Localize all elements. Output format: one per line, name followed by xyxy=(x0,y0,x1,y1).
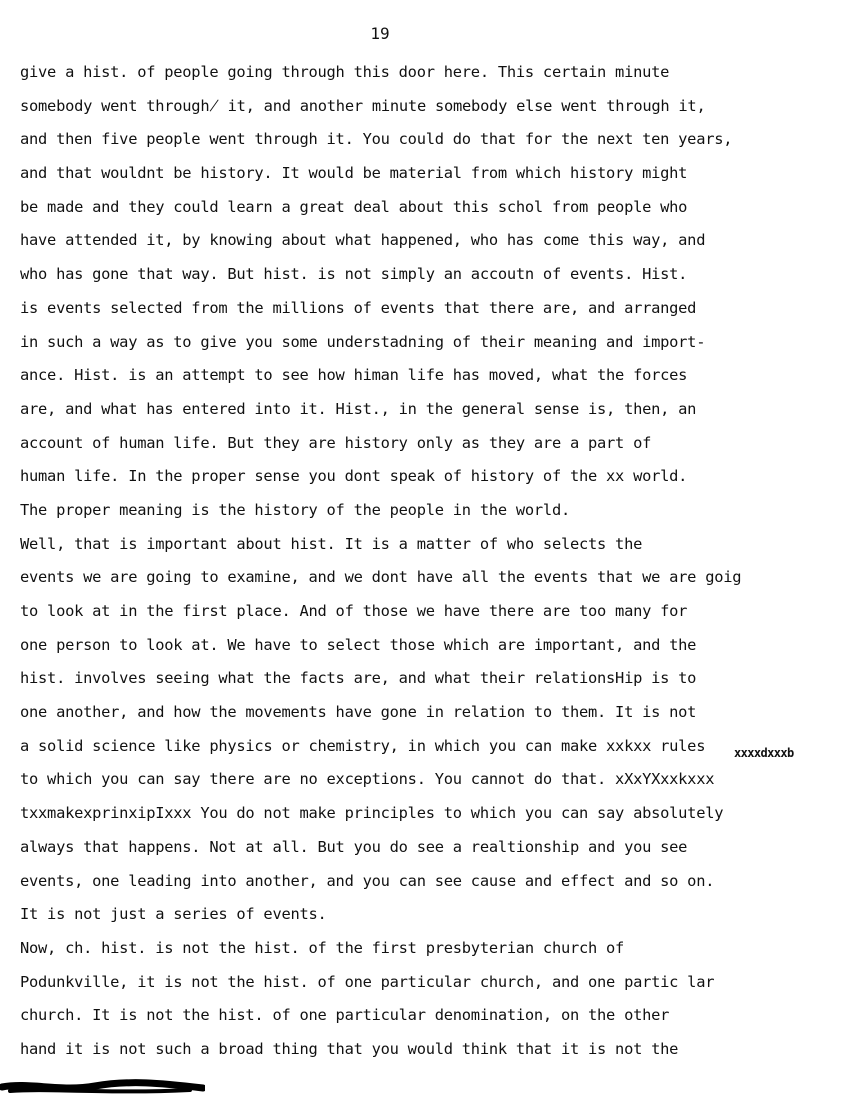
text-line: hand it is not such a broad thing that you would think that it is not the xyxy=(20,1039,679,1058)
text-line: church. It is not the hist. of one particular denomination, on the other xyxy=(20,1006,670,1025)
text-line: somebody went through̸ it, and another minute somebody else went through it, xyxy=(20,96,706,115)
text-line: hist. involves seeing what the facts are, and what their relationsHip is to xyxy=(20,669,697,688)
text-line: are, and what has entered into it. Hist., in the general sense is, then, an xyxy=(20,399,697,418)
text-line: Well, that is important about hist. It is a matter of who selects the xyxy=(20,534,643,553)
text-line: It is not just a series of events. xyxy=(20,905,327,924)
redacted-scribble xyxy=(0,1078,205,1096)
document-body xyxy=(20,56,835,1067)
text-line: events, one leading into another, and you can see cause and effect and so on. xyxy=(20,871,715,890)
text-line: one another, and how the movements have gone in relation to them. It is not xyxy=(20,703,697,722)
text-line: have attended it, by knowing about what happened, who has come this way, and xyxy=(20,231,706,250)
text-line: is events selected from the millions of events that there are, and arranged xyxy=(20,298,697,317)
page-number: 19 xyxy=(370,24,390,43)
text-line: The proper meaning is the history of the people in the world. xyxy=(20,500,570,519)
text-line: and that wouldnt be history. It would be material from which history might xyxy=(20,164,688,183)
text-line: in such a way as to give you some understadning of their meaning and import- xyxy=(20,332,706,351)
text-line: Podunkville, it is not the hist. of one particular church, and one partic lar xyxy=(20,972,715,991)
text-line: to look at in the first place. And of those we have there are too many for xyxy=(20,602,688,620)
text-line: a solid science like physics or chemistry, in which you can make xxkxx rules xyxy=(20,736,706,755)
interlinear-strikeover: xxxxdxxxb xyxy=(734,746,794,760)
text-line: events we are going to examine, and we dont have all the events that we are goig xyxy=(20,568,742,587)
text-line: human life. In the proper sense you dont speak of history of the xx world. xyxy=(20,467,688,486)
text-line: who has gone that way. But hist. is not simply an accoutn of events. Hist. xyxy=(20,265,688,284)
text-line: one person to look at. We have to select those which are important, and the xyxy=(20,635,697,654)
text-line: be made and they could learn a great deal about this schol from people who xyxy=(20,197,688,216)
text-line: txxmakexprinxipIxxx You do not make principles to which you can say absolutely xyxy=(20,804,724,823)
text-line: Now, ch. hist. is not the hist. of the first presbyterian church of xyxy=(20,938,625,957)
text-line: ance. Hist. is an attempt to see how himan life has moved, what the forces xyxy=(20,366,688,385)
text-line: give a hist. of people going through this door here. This certain minute xyxy=(20,63,670,81)
text-line: and then five people went through it. You could do that for the next ten years, xyxy=(20,130,733,149)
text-line: to which you can say there are no exceptions. You cannot do that. xXxYXxxkxxx xyxy=(20,770,715,789)
text-line: always that happens. Not at all. But you do see a realtionship and you see xyxy=(20,837,688,856)
text-line: account of human life. But they are history only as they are a part of xyxy=(20,433,652,452)
